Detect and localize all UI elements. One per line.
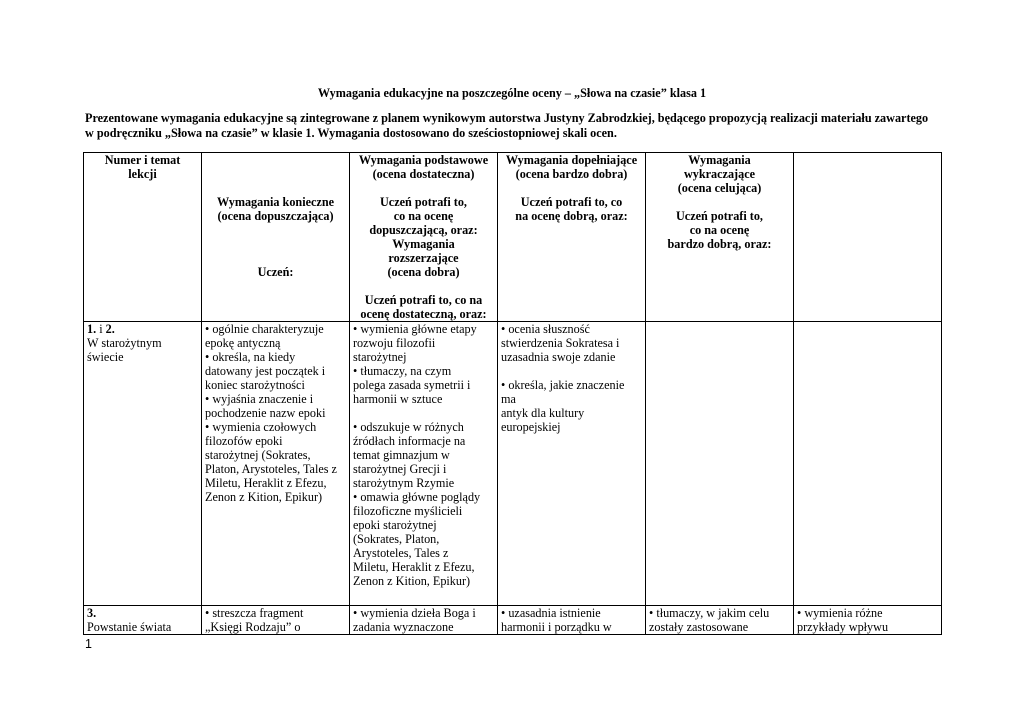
requirements-table: [83, 152, 942, 635]
header-text: Wymagania: [688, 153, 751, 167]
header-text: Wymagania konieczne: [216, 195, 335, 209]
requirement-line: • ogólnie charakteryzuje: [205, 322, 324, 336]
lesson-number: 3.: [87, 606, 97, 620]
table-header-row: [84, 153, 942, 322]
requirement-line: • tłumaczy, na czym: [353, 364, 452, 378]
basic-extended-cell: [350, 606, 498, 635]
header-text: Numer i temat: [104, 153, 181, 167]
lesson-number: 1. i 2.: [87, 322, 115, 336]
requirement-line: filozofów epoki: [205, 434, 283, 448]
requirement-line: harmonii w sztuce: [353, 392, 443, 406]
requirement-line: • określa, na kiedy: [205, 350, 296, 364]
lesson-topic: świecie: [87, 350, 124, 364]
requirement-line: starożytnej: [353, 350, 407, 364]
requirement-line: datowany jest początek i: [205, 364, 326, 378]
header-text: dopuszczającą, oraz:: [369, 223, 478, 237]
requirement-line: • uzasadnia istnienie: [501, 606, 601, 620]
header-text: (ocena dostateczna): [372, 167, 475, 181]
empty-cell: [794, 322, 942, 606]
requirement-line: filozoficzne myślicieli: [353, 504, 463, 518]
intro-paragraph: [85, 111, 955, 141]
exceeding-cell: [646, 322, 794, 606]
requirement-line: starożytnym Rzymie: [353, 476, 455, 490]
intro-line: w podręczniku „Słowa na czasie” w klasie 1. Wymagania dostosowano do sześciostopniowej skali ocen.: [85, 126, 617, 140]
header-required: [202, 153, 350, 322]
requirement-line: „Księgi Rodzaju” o: [205, 620, 301, 634]
requirement-line: zostały zastosowane: [649, 620, 749, 634]
requirement-line: stwierdzenia Sokratesa i: [501, 336, 620, 350]
header-text: Uczeń potrafi to, co na: [364, 293, 483, 307]
header-text: (ocena bardzo dobra): [515, 167, 628, 181]
header-text: rozszerzające: [388, 251, 459, 265]
requirement-line: Zenon z Kition, Epikur): [205, 490, 323, 504]
table-row: [84, 322, 942, 606]
requirement-line: • omawia główne poglądy: [353, 490, 481, 504]
requirement-line: rozwoju filozofii: [353, 336, 436, 350]
requirement-line: Miletu, Heraklit z Efezu,: [205, 476, 327, 490]
header-text: Uczeń potrafi to,: [676, 209, 763, 223]
exceeding-cell: [646, 606, 794, 635]
requirement-line: starożytnej Grecji i: [353, 462, 447, 476]
requirement-line: polega zasada symetrii i: [353, 378, 471, 392]
header-lesson-topic: [84, 153, 202, 322]
complementary-cell: [498, 606, 646, 635]
basic-extended-cell: [350, 322, 498, 606]
header-text: Wymagania dopełniające: [505, 153, 638, 167]
header-text: Uczeń potrafi to,: [380, 195, 467, 209]
requirement-line: epoki starożytnej: [353, 518, 437, 532]
requirement-line: koniec starożytności: [205, 378, 305, 392]
requirement-line: • wymienia dzieła Boga i: [353, 606, 476, 620]
required-cell: [202, 322, 350, 606]
requirement-line: europejskiej: [501, 420, 561, 434]
requirement-line: przykłady wpływu: [797, 620, 889, 634]
intro-line: Prezentowane wymagania edukacyjne są zintegrowane z planem wynikowym autorstwa Justyny Zabrodzkiej, będącego propozycją realizacji materiału zawartego: [85, 111, 929, 125]
page-number: 1: [85, 637, 92, 651]
header-text: (ocena dopuszczająca): [217, 209, 334, 223]
header-text: co na ocenę: [393, 209, 454, 223]
header-text: bardzo dobrą, oraz:: [667, 237, 772, 251]
complementary-cell: [498, 322, 646, 606]
header-text: (ocena dobra): [387, 265, 460, 279]
header-empty: [794, 153, 942, 322]
requirement-line: • tłumaczy, w jakim celu: [649, 606, 770, 620]
header-text: ocenę dostateczną, oraz:: [360, 307, 487, 321]
requirement-line: Zenon z Kition, Epikur): [353, 574, 471, 588]
lesson-topic: W starożytnym: [87, 336, 162, 350]
requirement-line: zadania wyznaczone: [353, 620, 454, 634]
requirement-line: harmonii i porządku w: [501, 620, 612, 634]
header-exceeding: [646, 153, 794, 322]
header-text: (ocena celująca): [677, 181, 762, 195]
requirement-line: (Sokrates, Platon,: [353, 532, 440, 546]
requirement-line: Miletu, Heraklit z Efezu,: [353, 560, 475, 574]
lesson-cell: [84, 322, 202, 606]
header-text: Uczeń:: [257, 265, 294, 279]
lesson-topic: Powstanie świata: [87, 620, 172, 634]
table-row: [84, 606, 942, 635]
extra-cell: [794, 606, 942, 635]
header-text: wykraczające: [683, 167, 756, 181]
header-text: co na ocenę: [689, 223, 750, 237]
requirement-line: • streszcza fragment: [205, 606, 304, 620]
requirement-line: pochodzenie nazw epoki: [205, 406, 326, 420]
header-text: na ocenę dobrą, oraz:: [515, 209, 628, 223]
header-text: lekcji: [128, 167, 157, 181]
header-complementary: [498, 153, 646, 322]
requirement-line: • wymienia główne etapy: [353, 322, 477, 336]
requirement-line: • ocenia słuszność: [501, 322, 590, 336]
requirement-line: Platon, Arystoteles, Tales z: [205, 462, 337, 476]
requirement-line: uzasadnia swoje zdanie: [501, 350, 616, 364]
header-text: Wymagania: [392, 237, 455, 251]
required-cell: [202, 606, 350, 635]
requirement-line: antyk dla kultury: [501, 406, 585, 420]
requirement-line: epokę antyczną: [205, 336, 281, 350]
requirement-line: starożytnej (Sokrates,: [205, 448, 311, 462]
requirement-line: • wymienia czołowych: [205, 420, 317, 434]
requirement-line: • wymienia różne: [797, 606, 883, 620]
requirement-line: źródłach informacje na: [353, 434, 466, 448]
lesson-cell: [84, 606, 202, 635]
requirement-line: temat gimnazjum w: [353, 448, 450, 462]
header-basic-extended: [350, 153, 498, 322]
requirement-line: Arystoteles, Tales z: [353, 546, 449, 560]
document-title: Wymagania edukacyjne na poszczególne oceny – „Słowa na czasie” klasa 1: [317, 86, 707, 100]
header-text: Wymagania podstawowe: [358, 153, 489, 167]
header-text: Uczeń potrafi to, co: [520, 195, 623, 209]
requirement-line: • odszukuje w różnych: [353, 420, 464, 434]
requirement-line: • określa, jakie znaczenie ma: [501, 378, 625, 406]
requirement-line: • wyjaśnia znaczenie i: [205, 392, 314, 406]
